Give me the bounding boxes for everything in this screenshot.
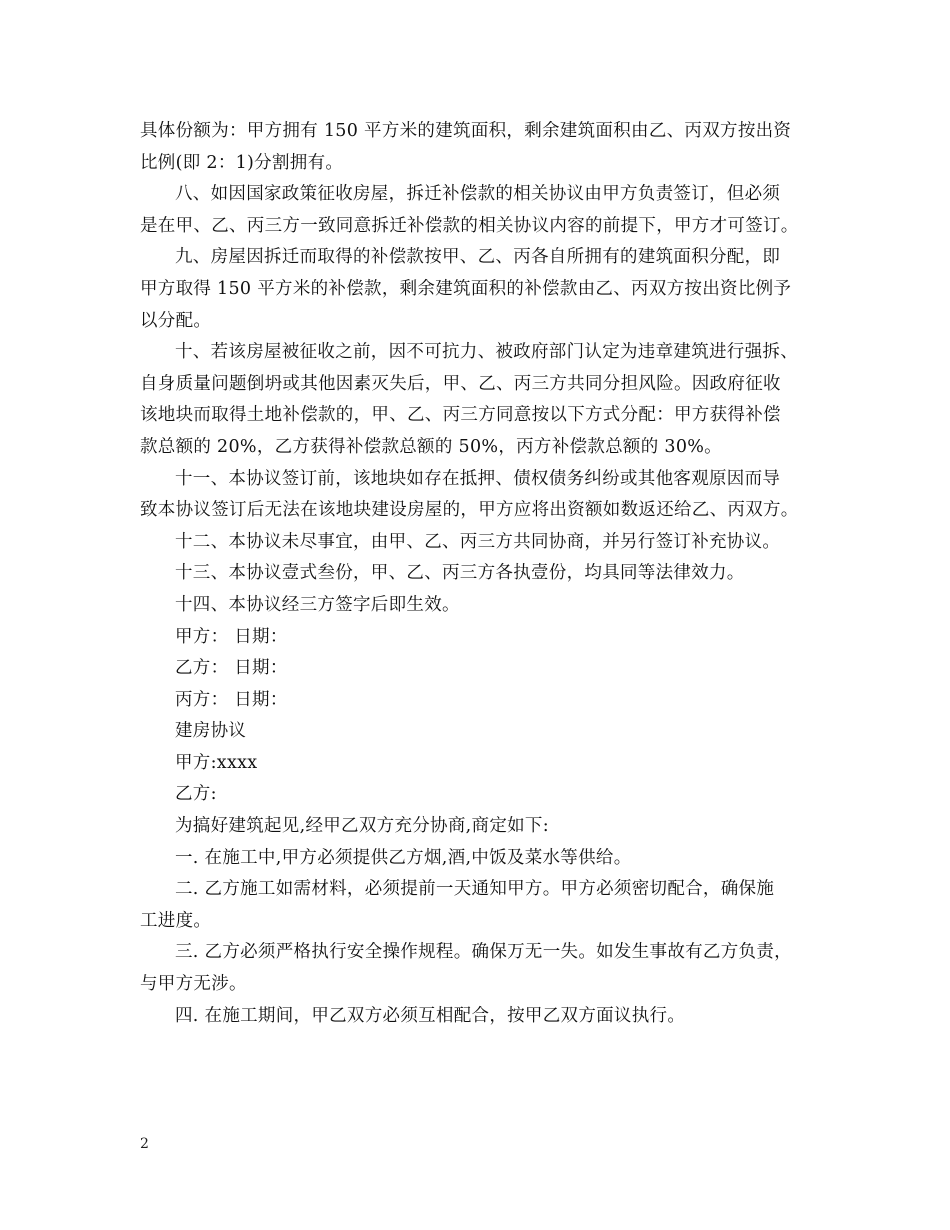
signature-line-party-b: 乙方： 日期： — [175, 658, 288, 679]
clause-10-line: 该地块而取得土地补偿款的，甲、乙、丙三方同意按以下方式分配：甲方获得补偿 — [140, 405, 781, 426]
party-a-line: 甲方:xxxx — [175, 752, 258, 773]
clause-10-line: 款总额的 20%，乙方获得补偿款总额的 50%，丙方补偿款总额的 30%。 — [140, 436, 722, 457]
item-1-line: 一. 在施工中,甲方必须提供乙方烟,酒,中饭及菜水等供给。 — [175, 847, 632, 868]
clause-10-line: 十、若该房屋被征收之前，因不可抗力、被政府部门认定为违章建筑进行强拆、 — [175, 342, 798, 363]
clause-12-line: 十二、本协议未尽事宜，由甲、乙、丙三方共同协商，并另行签订补充协议。 — [175, 531, 781, 552]
clause-13-line: 十三、本协议壹式叁份，甲、乙、丙三方各执壹份，均具同等法律效力。 — [175, 563, 745, 584]
clause-8-line: 八、如因国家政策征收房屋，拆迁补偿款的相关协议由甲方负责签订，但必须 — [175, 184, 781, 205]
clause-9-line: 甲方取得 150 平方米的补偿款，剩余建筑面积的补偿款由乙、丙双方按出资比例予 — [140, 278, 792, 299]
item-2-line: 二. 乙方施工如需材料，必须提前一天通知甲方。甲方必须密切配合，确保施 — [175, 879, 775, 900]
clause-8-line: 是在甲、乙、丙三方一致同意拆迁补偿款的相关协议内容的前提下，甲方才可签订。 — [140, 215, 799, 236]
clause-10-line: 自身质量问题倒坍或其他因素灭失后，甲、乙、丙三方共同分担风险。因政府征收 — [140, 373, 781, 394]
item-2-line: 工进度。 — [140, 910, 212, 931]
clause-11-line: 十一、本协议签订前，该地块如存在抵押、债权债务纠纷或其他客观原因而导 — [175, 468, 781, 489]
signature-line-party-a: 甲方： 日期： — [175, 626, 288, 647]
document-body — [140, 116, 820, 1032]
item-3-line: 三. 乙方必须严格执行安全操作规程。确保万无一失。如发生事故有乙方负责， — [175, 942, 792, 963]
page-number: 2 — [140, 1136, 149, 1152]
signature-line-party-c: 丙方： 日期： — [175, 689, 288, 710]
paragraph-line: 具体份额为：甲方拥有 150 平方米的建筑面积，剩余建筑面积由乙、丙双方按出资 — [140, 121, 792, 141]
item-3-line: 与甲方无涉。 — [140, 974, 247, 995]
paragraph-line: 比例(即 2：1)分割拥有。 — [140, 152, 344, 173]
section-title: 建房协议 — [175, 721, 247, 742]
clause-9-line: 以分配。 — [140, 310, 212, 331]
clause-11-line: 致本协议签订后无法在该地块建设房屋的，甲方应将出资额如数返还给乙、丙双方。 — [140, 500, 799, 521]
item-4-line: 四. 在施工期间，甲乙双方必须互相配合，按甲乙双方面议执行。 — [175, 1005, 686, 1026]
intro-line: 为搞好建筑起见,经甲乙双方充分协商,商定如下: — [175, 816, 549, 837]
clause-9-line: 九、房屋因拆迁而取得的补偿款按甲、乙、丙各自所拥有的建筑面积分配，即 — [175, 247, 781, 268]
clause-14-line: 十四、本协议经三方签字后即生效。 — [175, 594, 460, 615]
party-b-line: 乙方: — [175, 784, 217, 805]
